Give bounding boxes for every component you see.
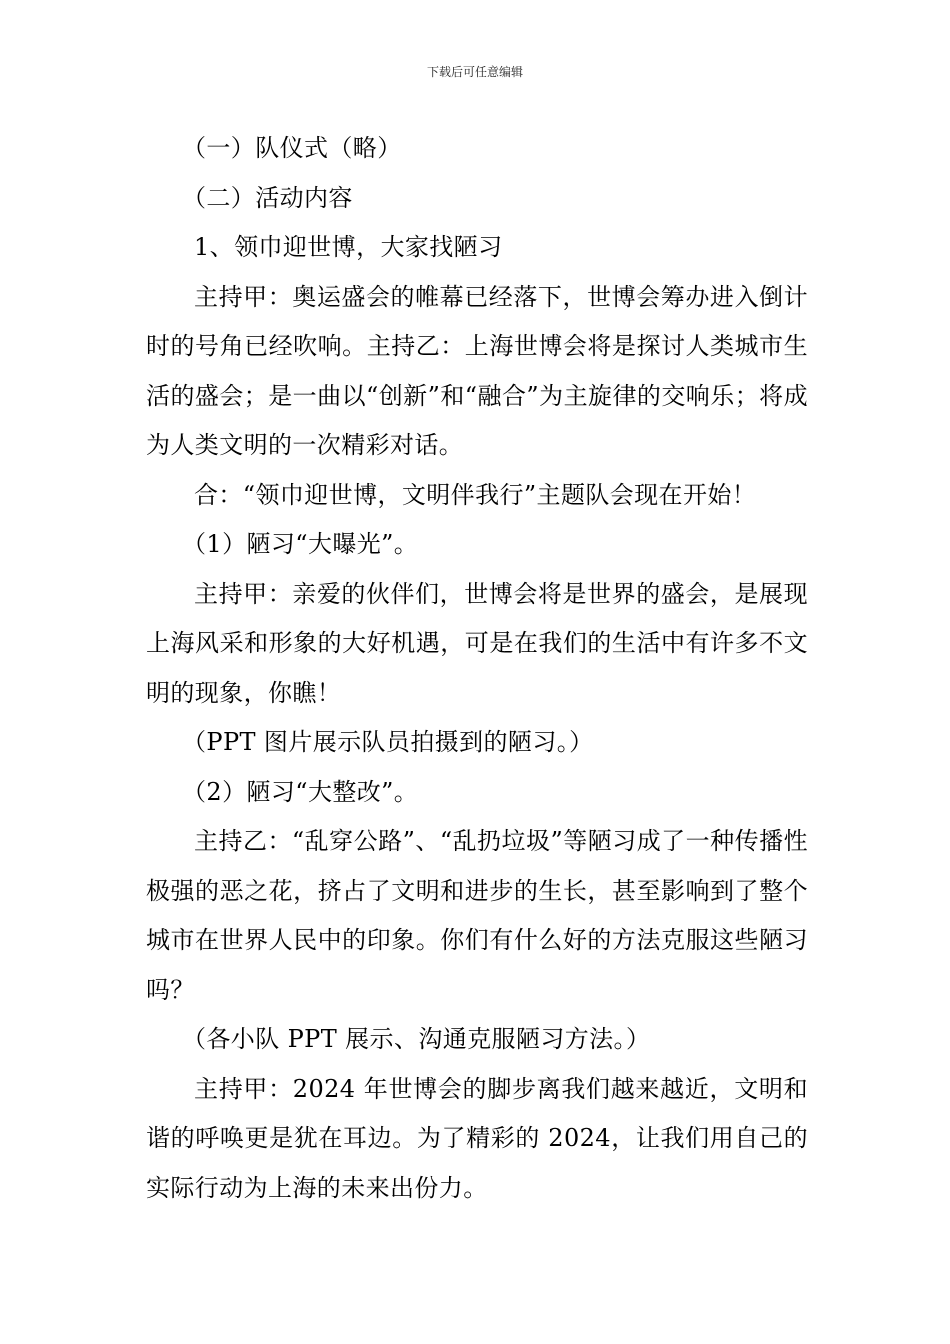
paragraph-ppt-photos-note: （PPT 图片展示队员拍摄到的陋习。） <box>182 728 594 756</box>
paragraph-host-b-habits: 主持乙：“乱穿公路”、“乱扔垃圾”等陋习成了一种传播性极强的恶之花，挤占了文明和进步的生长，甚至影响到了整个城市在世界人民中的印象。你们有什么好的方法克服这些陋习吗？ <box>146 827 808 1004</box>
paragraph-bad-habits-correction: （2）陋习“大整改”。 <box>182 777 419 806</box>
paragraph-host-a-opening: 主持甲：奥运盛会的帷幕已经落下，世博会筹办进入倒计时的号角已经吹响。主持乙：上海世博会将是探讨人类城市生活的盛会；是一曲以“创新”和“融合”为主旋律的交响乐；将成为人类文明的一次精彩对话。 <box>146 282 808 459</box>
paragraph-team-ppt-note: （各小队 PPT 展示、沟通克服陋习方法。） <box>182 1025 651 1053</box>
paragraph-activity-content: （二）活动内容 <box>182 183 353 212</box>
paragraph-team-ceremony: （一）队仪式（略） <box>182 134 402 162</box>
paragraph-host-a-closing: 主持甲：2024 年世博会的脚步离我们越来越近，文明和谐的呼唤更是犹在耳边。为了精彩的 2024，让我们用自己的实际行动为上海的未来出份力。 <box>146 1074 808 1202</box>
paragraph-together-start: 合：“领巾迎世博，文明伴我行”主题队会现在开始！ <box>194 480 757 509</box>
paragraph-bad-habits-exposure: （1）陋习“大曝光”。 <box>182 530 419 558</box>
page-header: 下载后可任意编辑 <box>426 65 523 79</box>
paragraph-host-a-partners: 主持甲：亲爱的伙伴们，世博会将是世界的盛会，是展现上海风采和形象的大好机遇，可是在我们的生活中有许多不文明的现象，你瞧！ <box>146 579 808 707</box>
document-body <box>146 124 808 1213</box>
paragraph-section-1-heading: 1、领巾迎世博，大家找陋习 <box>194 233 503 261</box>
